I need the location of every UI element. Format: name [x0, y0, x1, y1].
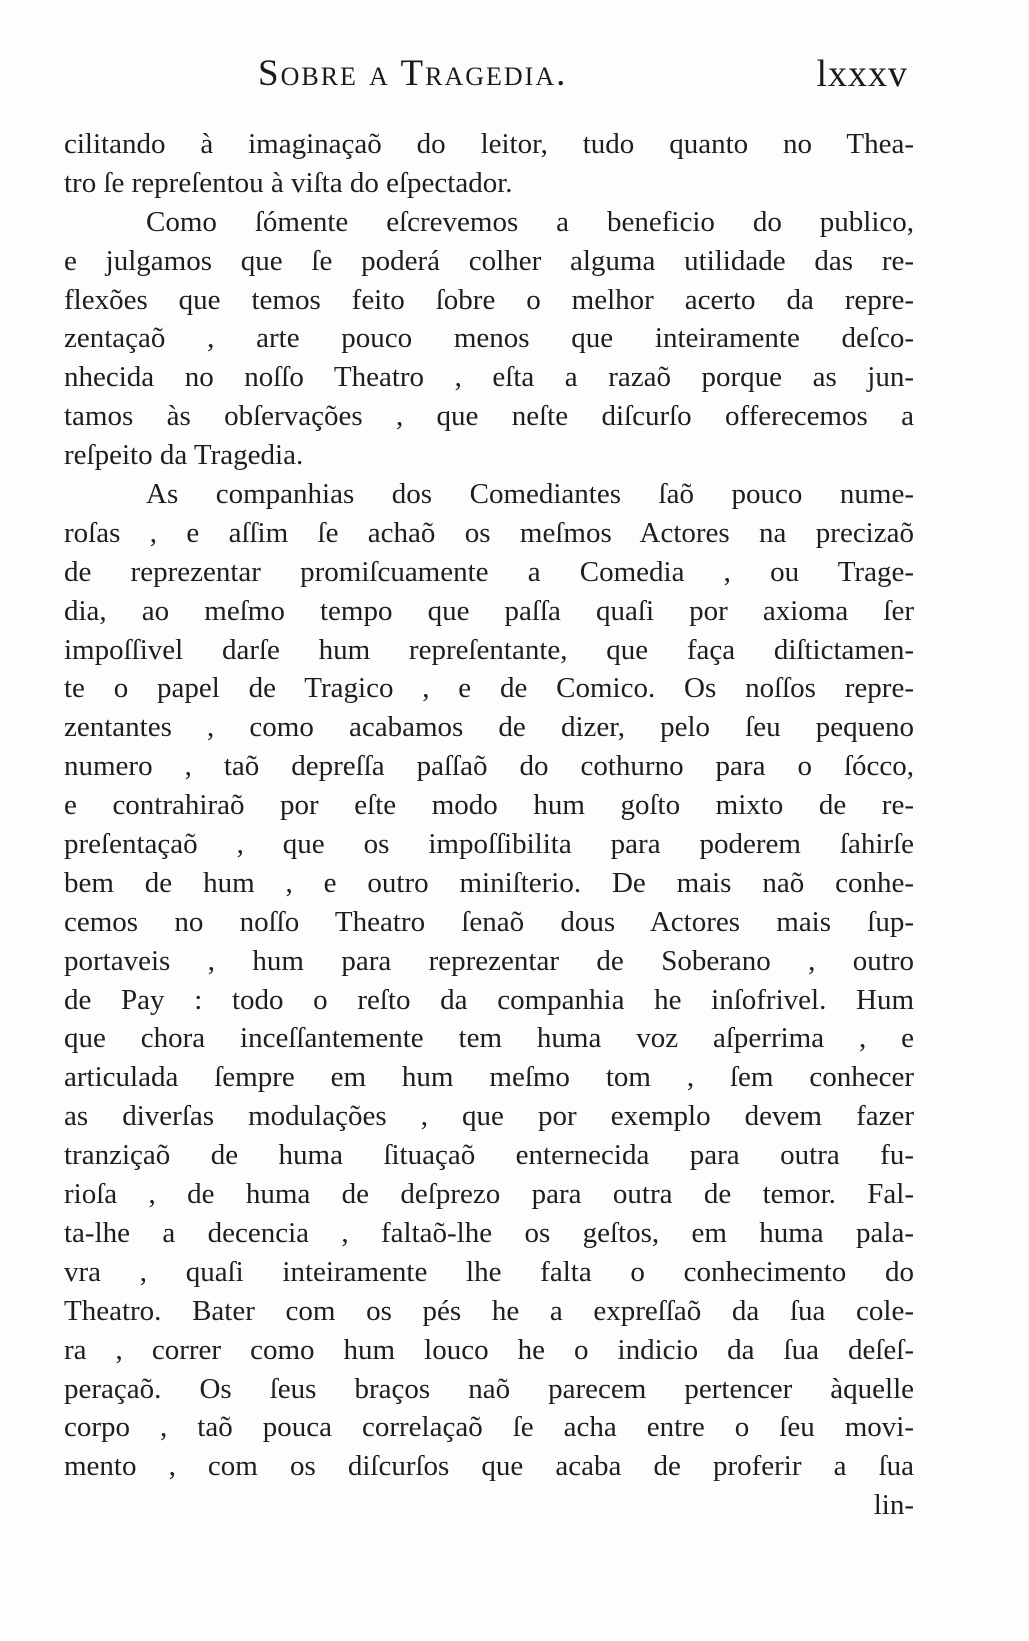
- text-line: tamos às obſervações , que neſte diſcurſo offerecemos a: [64, 400, 914, 433]
- text-line: tranziçaõ de huma ſituaçaõ enternecida para outra fu-: [64, 1139, 914, 1172]
- text-line: te o papel de Tragico , e de Comico. Os noſſos repre-: [64, 672, 914, 705]
- text-line: Theatro. Bater com os pés he a expreſſaõ da ſua cole-: [64, 1294, 914, 1327]
- text-line: de Pay : todo o reſto da companhia he inſofrivel. Hum: [64, 983, 914, 1016]
- text-line: de reprezentar promiſcuamente a Comedia , ou Trage-: [64, 555, 914, 588]
- text-line: preſentaçaõ , que os impoſſibilita para poderem ſahirſe: [64, 828, 914, 861]
- text-line: nhecida no noſſo Theatro , eſta a razaõ porque as jun-: [64, 361, 914, 394]
- text-line: as diverſas modulações , que por exemplo devem fazer: [64, 1100, 914, 1133]
- text-line: impoſſivel darſe hum repreſentante, que faça diſtictamen-: [64, 633, 914, 666]
- text-line: e contrahiraõ por eſte modo hum goſto mixto de re-: [64, 789, 914, 822]
- text-line: que chora inceſſantemente tem huma voz aſperrima , e: [64, 1022, 914, 1055]
- page-number: lxxxv: [816, 53, 908, 95]
- text-line: Como ſómente eſcrevemos a beneficio do publico,: [146, 205, 914, 238]
- text-line: ra , correr como hum louco he o indicio da ſua deſeſ-: [64, 1333, 914, 1366]
- text-line: reſpeito da Tragedia.: [64, 439, 304, 472]
- text-line: zentantes , como acabamos de dizer, pelo ſeu pequeno: [64, 711, 914, 744]
- text-line: zentaçaõ , arte pouco menos que inteiramente deſco-: [64, 322, 914, 355]
- catchword: lin-: [873, 1489, 914, 1522]
- text-line: As companhias dos Comediantes ſaõ pouco nume-: [146, 478, 914, 511]
- text-line: mento , com os diſcurſos que acaba de proferir a ſua: [64, 1450, 914, 1483]
- text-line: peraçaõ. Os ſeus braços naõ parecem pertencer àquelle: [64, 1372, 914, 1405]
- text-line: cilitando à imaginaçaõ do leitor, tudo quanto no Thea-: [64, 128, 914, 160]
- text-line: cemos no noſſo Theatro ſenaõ dous Actores mais ſup-: [64, 905, 914, 938]
- running-title: Sobre a Tragedia.: [258, 53, 568, 94]
- text-line: corpo , taõ pouca correlaçaõ ſe acha entre o ſeu movi-: [64, 1411, 914, 1444]
- text-line: portaveis , hum para reprezentar de Soberano , outro: [64, 944, 914, 977]
- text-line: flexões que temos feito ſobre o melhor acerto da repre-: [64, 283, 914, 316]
- text-line: tro ſe repreſentou à viſta do eſpectador.: [64, 166, 513, 199]
- text-line: ta-lhe a decencia , faltaõ-lhe os geſtos, em huma pala-: [64, 1216, 914, 1249]
- text-line: roſas , e aſſim ſe achaõ os meſmos Actores na precizaõ: [64, 516, 914, 549]
- text-line: rioſa , de huma de deſprezo para outra de temor. Fal-: [64, 1178, 914, 1211]
- text-line: articulada ſempre em hum meſmo tom , ſem conhecer: [64, 1061, 914, 1094]
- text-line: dia, ao meſmo tempo que paſſa quaſi por axioma ſer: [64, 594, 914, 627]
- body-text: [64, 125, 914, 1525]
- text-line: numero , taõ depreſſa paſſaõ do cothurno para o ſócco,: [64, 750, 914, 783]
- page-header: [258, 52, 908, 102]
- text-line: bem de hum , e outro miniſterio. De mais naõ conhe-: [64, 866, 914, 899]
- text-line: e julgamos que ſe poderá colher alguma utilidade das re-: [64, 244, 914, 277]
- text-line: vra , quaſi inteiramente lhe falta o conhecimento do: [64, 1255, 914, 1288]
